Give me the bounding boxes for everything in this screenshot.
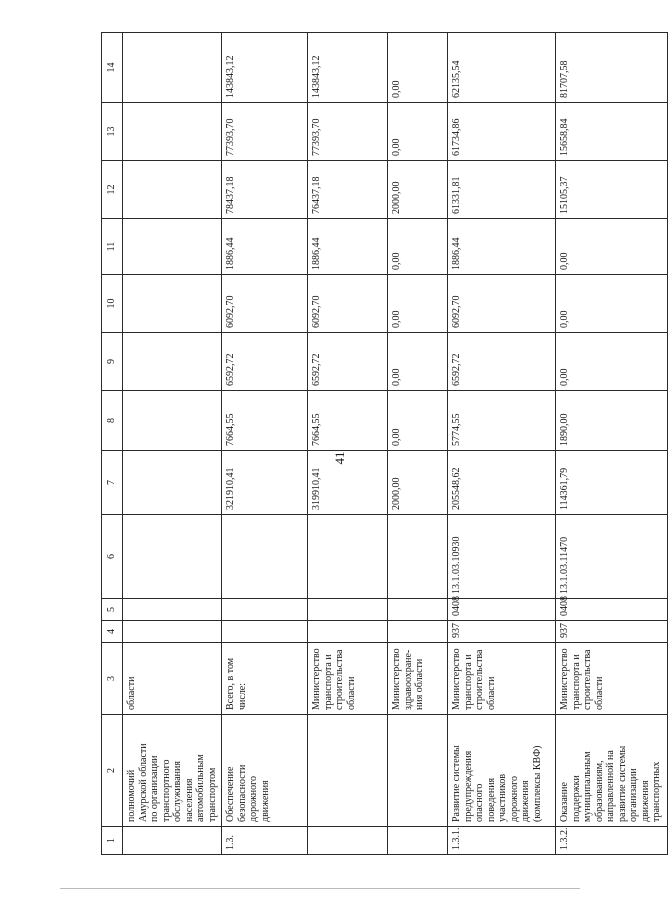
column-number: 8 [102, 391, 123, 451]
table-cell [123, 275, 222, 333]
table-cell: 0,00 [388, 391, 448, 451]
table-cell [123, 827, 222, 855]
table-cell: Развитие системы предупреждения опасного поведения участников дорожного движения (комплексы КВФ) [448, 715, 556, 827]
table-cell: 13.1.03.11470 [556, 515, 668, 599]
column-number: 10 [102, 275, 123, 333]
table-cell: 1886,44 [308, 219, 388, 275]
table-cell: 6092,70 [222, 275, 308, 333]
table-cell: 77393,70 [308, 103, 388, 161]
table-cell: Оказание поддержки муниципальным образованиям, направленной на развитие системы организации движения транспортных [556, 715, 668, 827]
table-row [123, 33, 222, 855]
table-cell: области [123, 643, 222, 715]
table-header-row [102, 33, 123, 855]
column-number: 3 [102, 643, 123, 715]
table-cell [308, 827, 388, 855]
table-cell: 0,00 [388, 275, 448, 333]
table-cell [222, 515, 308, 599]
table-cell: Министерство транспорта и строительства области [308, 643, 388, 715]
table-cell: 6592,72 [308, 333, 388, 391]
table-cell [123, 515, 222, 599]
table-cell: 7664,55 [308, 391, 388, 451]
table-cell: 7664,55 [222, 391, 308, 451]
table-cell: 78437,18 [222, 161, 308, 219]
table-cell: Всего, в том числе: [222, 643, 308, 715]
table-row [388, 33, 448, 855]
table-cell: 81707,58 [556, 33, 668, 103]
table-cell: 15105,37 [556, 161, 668, 219]
column-number: 13 [102, 103, 123, 161]
table-cell: Обеспечение безопасности дорожного движения [222, 715, 308, 827]
table-cell: 1.3. [222, 827, 308, 855]
table-cell [123, 103, 222, 161]
table-cell [388, 715, 448, 827]
table-cell: Министерство транспорта и строительства области [448, 643, 556, 715]
table-cell [308, 599, 388, 621]
table-cell: 143843,12 [222, 33, 308, 103]
table-cell: Министерство транспорта и строительства области [556, 643, 668, 715]
table-cell: 0408 [448, 599, 556, 621]
table-cell: 6092,70 [448, 275, 556, 333]
table-cell [388, 515, 448, 599]
table-cell: 321910,41 [222, 451, 308, 515]
table-cell: 6592,72 [448, 333, 556, 391]
table-cell: 205548,62 [448, 451, 556, 515]
column-number: 1 [102, 827, 123, 855]
table-cell: 0,00 [556, 275, 668, 333]
table-cell: 2000,00 [388, 451, 448, 515]
page-number: 41 [332, 451, 347, 465]
table-cell: 62135,54 [448, 33, 556, 103]
table-cell [308, 515, 388, 599]
table-cell: 76437,18 [308, 161, 388, 219]
table-cell [388, 621, 448, 643]
table-row [556, 33, 668, 855]
table-cell: 5774,55 [448, 391, 556, 451]
table-cell [123, 33, 222, 103]
table-row [222, 33, 308, 855]
table-cell: 0,00 [556, 333, 668, 391]
table-cell: 143843,12 [308, 33, 388, 103]
column-number: 7 [102, 451, 123, 515]
table-cell [123, 391, 222, 451]
table-cell: 0,00 [388, 333, 448, 391]
table-cell: 937 [448, 621, 556, 643]
table-cell: 77393,70 [222, 103, 308, 161]
table-cell: 1886,44 [448, 219, 556, 275]
table-cell: 2000,00 [388, 161, 448, 219]
table-cell: 0,00 [388, 219, 448, 275]
rotated-table-page [101, 33, 662, 855]
column-number: 9 [102, 333, 123, 391]
table-cell: 1886,44 [222, 219, 308, 275]
table-cell [123, 599, 222, 621]
table-cell: 0408 [556, 599, 668, 621]
table-cell [388, 827, 448, 855]
column-number: 6 [102, 515, 123, 599]
table-cell: 1.3.1. [448, 827, 556, 855]
column-number: 11 [102, 219, 123, 275]
table-cell: 937 [556, 621, 668, 643]
column-number: 12 [102, 161, 123, 219]
table-cell: 13.1.03.10930 [448, 515, 556, 599]
column-number: 5 [102, 599, 123, 621]
column-number: 14 [102, 33, 123, 103]
table-cell: Министерство здравоохране- ния области [388, 643, 448, 715]
table-cell: 61331,81 [448, 161, 556, 219]
table-cell: 0,00 [556, 219, 668, 275]
table-cell [308, 715, 388, 827]
table-cell [388, 599, 448, 621]
table-cell [308, 621, 388, 643]
table-row [448, 33, 556, 855]
column-number: 4 [102, 621, 123, 643]
table-cell: 1.3.2. [556, 827, 668, 855]
table-cell: 1890,00 [556, 391, 668, 451]
table-cell [123, 161, 222, 219]
table-cell: полномочий Амурской области по организации транспортного обслуживания населения автомобильным транспортом [123, 715, 222, 827]
page-edge-line [60, 888, 580, 889]
table-cell [123, 333, 222, 391]
table-cell: 0,00 [388, 103, 448, 161]
column-number: 2 [102, 715, 123, 827]
table-cell: 6092,70 [308, 275, 388, 333]
table-cell [123, 621, 222, 643]
table-row [308, 33, 388, 855]
table-cell: 0,00 [388, 33, 448, 103]
table-cell: 319910,41 [308, 451, 388, 515]
table-cell: 114361,79 [556, 451, 668, 515]
table-cell: 6592,72 [222, 333, 308, 391]
table-cell [123, 451, 222, 515]
table-cell: 15658,84 [556, 103, 668, 161]
table-cell [222, 599, 308, 621]
table-cell [222, 621, 308, 643]
table-cell [123, 219, 222, 275]
budget-table [101, 32, 668, 855]
table-cell: 61734,86 [448, 103, 556, 161]
